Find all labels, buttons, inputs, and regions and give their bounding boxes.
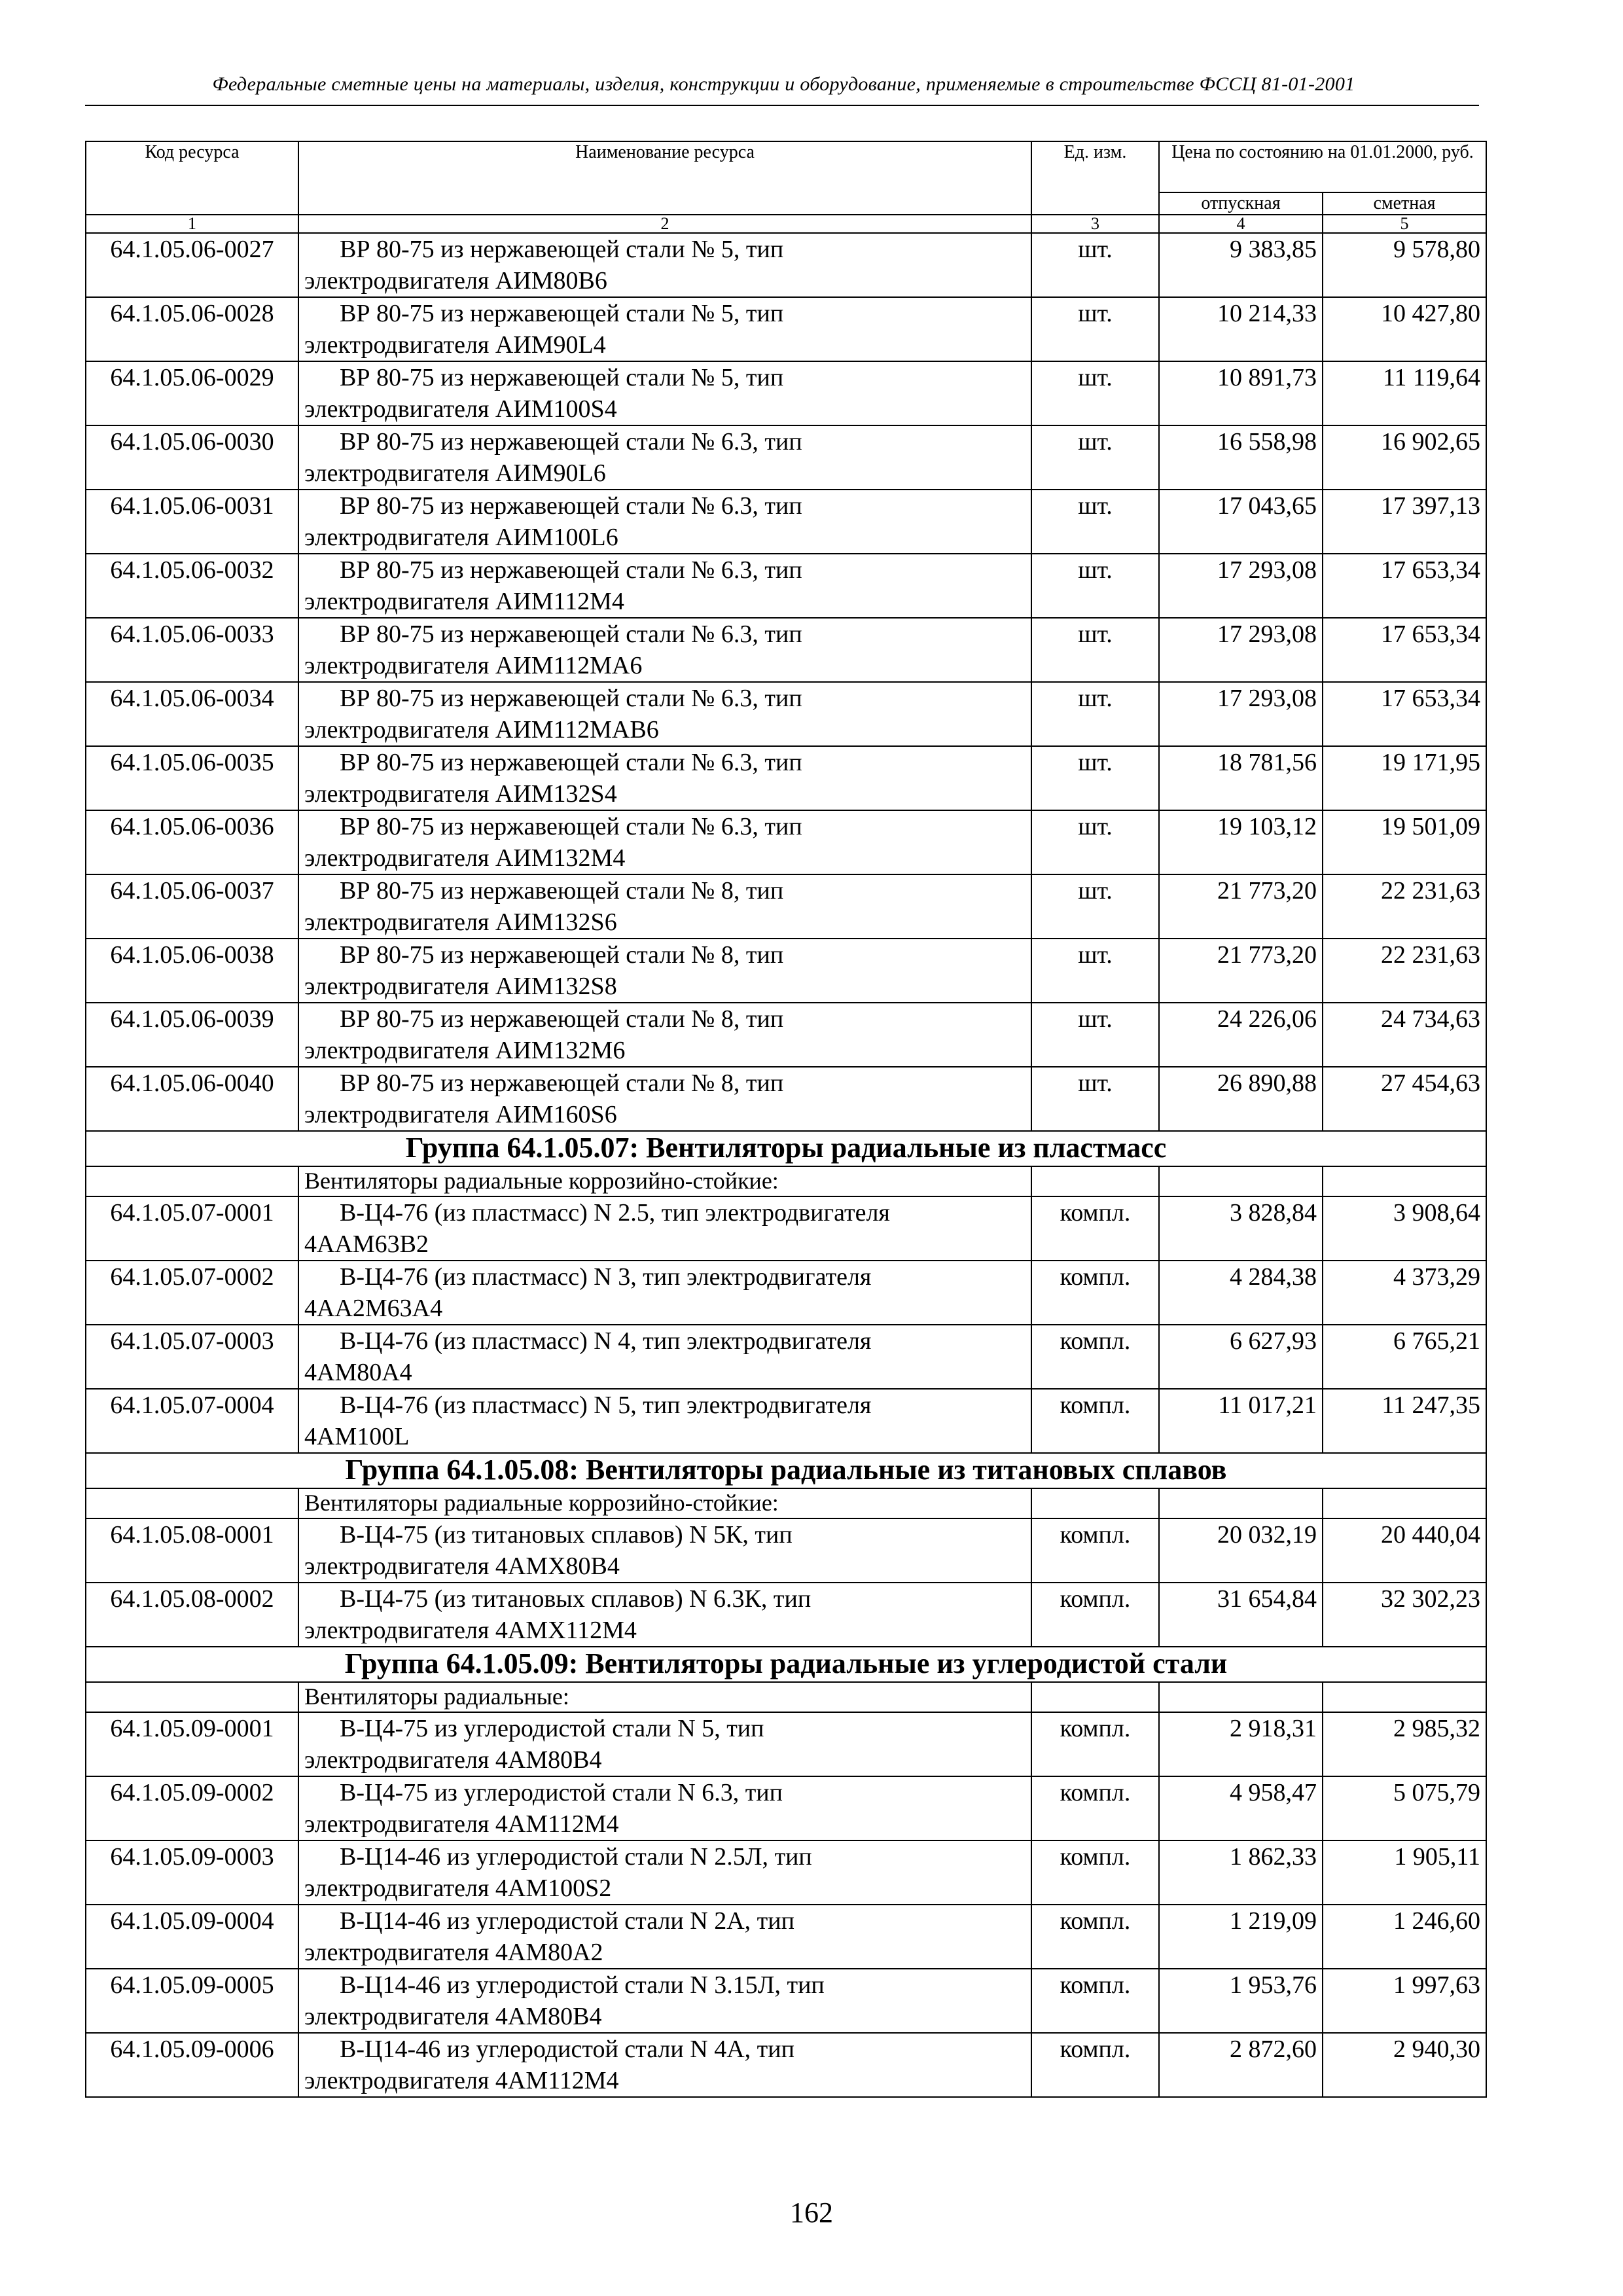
table-row (86, 1196, 1486, 1261)
table-row (86, 361, 1486, 425)
subheading-row (86, 1166, 1486, 1196)
group-heading-row (86, 1131, 1486, 1166)
resource-code: 64.1.05.06-0031 (86, 490, 298, 554)
unit: компл. (1031, 1776, 1159, 1840)
estimate-price: 16 902,65 (1323, 425, 1486, 490)
resource-name-line-2: электродвигателя АИМ112МАВ6 (304, 716, 659, 744)
col-header-unit: Ед. изм. (1031, 141, 1159, 215)
resource-code: 64.1.05.06-0038 (86, 939, 298, 1003)
table-row (86, 682, 1486, 746)
estimate-price: 2 940,30 (1323, 2033, 1486, 2097)
release-price: 20 032,19 (1159, 1518, 1323, 1583)
subheading-empty-cell (86, 1682, 298, 1712)
resource-name-line-2: электродвигателя АИМ132S8 (304, 973, 617, 1000)
table-row (86, 233, 1486, 297)
subheading-empty-cell (1159, 1488, 1323, 1518)
col-number: 4 (1159, 215, 1323, 233)
release-price: 17 293,08 (1159, 554, 1323, 618)
group-title: Группа 64.1.05.09: Вентиляторы радиальные из углеродистой стали (86, 1647, 1486, 1682)
resource-code: 64.1.05.09-0001 (86, 1712, 298, 1776)
unit: шт. (1031, 939, 1159, 1003)
release-price: 16 558,98 (1159, 425, 1323, 490)
estimate-price: 3 908,64 (1323, 1196, 1486, 1261)
resource-name (298, 1518, 1031, 1583)
table-row (86, 746, 1486, 810)
table-row (86, 2033, 1486, 2097)
unit: шт. (1031, 874, 1159, 939)
unit: шт. (1031, 682, 1159, 746)
col-header-estimate-price: сметная (1323, 192, 1486, 215)
resource-name (298, 1583, 1031, 1647)
table-row (86, 1325, 1486, 1389)
resource-name (298, 1325, 1031, 1389)
estimate-price: 5 075,79 (1323, 1776, 1486, 1840)
resource-name-line-1: В-Ц14-46 из углеродистой стали N 2А, тип (340, 1907, 794, 1935)
resource-name-line-2: электродвигателя 4АМ112М4 (304, 1810, 619, 1838)
subheading-text: Вентиляторы радиальные: (298, 1682, 1031, 1712)
unit: компл. (1031, 1905, 1159, 1969)
group-title: Группа 64.1.05.07: Вентиляторы радиальные из пластмасс (86, 1131, 1486, 1166)
unit: шт. (1031, 297, 1159, 361)
release-price: 18 781,56 (1159, 746, 1323, 810)
resource-code: 64.1.05.06-0029 (86, 361, 298, 425)
resource-name (298, 1840, 1031, 1905)
resource-name-line-2: электродвигателя АИМ100S4 (304, 395, 617, 423)
resource-name (298, 297, 1031, 361)
resource-code: 64.1.05.06-0032 (86, 554, 298, 618)
resource-name-line-1: ВР 80-75 из нержавеющей стали № 6.3, тип (340, 749, 802, 776)
resource-name (298, 1969, 1031, 2033)
resource-name (298, 1389, 1031, 1453)
release-price: 2 918,31 (1159, 1712, 1323, 1776)
resource-name-line-1: ВР 80-75 из нержавеющей стали № 6.3, тип (340, 685, 802, 712)
release-price: 17 293,08 (1159, 618, 1323, 682)
resource-name-line-2: электродвигателя 4АМ100S2 (304, 1874, 612, 1902)
resource-name (298, 874, 1031, 939)
table-row (86, 1067, 1486, 1131)
resource-name-line-2: 4АМ100L (304, 1423, 410, 1450)
resource-name-line-1: В-Ц14-46 из углеродистой стали N 3.15Л, тип (340, 1971, 825, 1999)
resource-name (298, 1776, 1031, 1840)
column-number-row (86, 215, 1486, 233)
release-price: 11 017,21 (1159, 1389, 1323, 1453)
table-row (86, 1003, 1486, 1067)
unit: компл. (1031, 1325, 1159, 1389)
resource-code: 64.1.05.06-0034 (86, 682, 298, 746)
resource-code: 64.1.05.09-0003 (86, 1840, 298, 1905)
resource-code: 64.1.05.06-0036 (86, 810, 298, 874)
subheading-empty-cell (1323, 1488, 1486, 1518)
estimate-price: 17 653,34 (1323, 682, 1486, 746)
unit: шт. (1031, 618, 1159, 682)
resource-name (298, 746, 1031, 810)
resource-name-line-2: электродвигателя 4АМ112М4 (304, 2067, 619, 2094)
resource-name-line-1: В-Ц4-75 (из титановых сплавов) N 5К, тип (340, 1521, 793, 1549)
resource-code: 64.1.05.07-0003 (86, 1325, 298, 1389)
unit: компл. (1031, 1583, 1159, 1647)
unit: шт. (1031, 1003, 1159, 1067)
estimate-price: 24 734,63 (1323, 1003, 1486, 1067)
resource-name-line-1: ВР 80-75 из нержавеющей стали № 8, тип (340, 1069, 784, 1097)
resource-name-line-2: электродвигателя 4АМ80В4 (304, 1746, 602, 1774)
subheading-empty-cell (1031, 1166, 1159, 1196)
resource-name (298, 1261, 1031, 1325)
resource-name-line-2: электродвигателя АИМ112МА6 (304, 652, 643, 679)
resource-name-line-2: электродвигателя АИМ132S4 (304, 780, 617, 808)
estimate-price: 17 653,34 (1323, 618, 1486, 682)
table-row (86, 1518, 1486, 1583)
unit: компл. (1031, 1840, 1159, 1905)
table-row (86, 618, 1486, 682)
estimate-price: 19 171,95 (1323, 746, 1486, 810)
col-number: 1 (86, 215, 298, 233)
resource-name-line-1: В-Ц4-75 из углеродистой стали N 5, тип (340, 1715, 764, 1742)
resource-name-line-2: электродвигателя 4АМХ112М4 (304, 1617, 637, 1644)
estimate-price: 20 440,04 (1323, 1518, 1486, 1583)
resource-code: 64.1.05.06-0037 (86, 874, 298, 939)
resource-name-line-1: В-Ц4-76 (из пластмасс) N 2.5, тип электродвигателя (340, 1199, 890, 1227)
resource-name-line-1: ВР 80-75 из нержавеющей стали № 5, тип (340, 364, 784, 391)
group-heading-row (86, 1453, 1486, 1488)
release-price: 31 654,84 (1159, 1583, 1323, 1647)
col-number: 2 (298, 215, 1031, 233)
resource-name-line-1: ВР 80-75 из нержавеющей стали № 6.3, тип (340, 492, 802, 520)
resource-name (298, 361, 1031, 425)
subheading-empty-cell (1031, 1488, 1159, 1518)
estimate-price: 19 501,09 (1323, 810, 1486, 874)
unit: компл. (1031, 1261, 1159, 1325)
estimate-price: 9 578,80 (1323, 233, 1486, 297)
resource-name-line-1: В-Ц4-76 (из пластмасс) N 5, тип электродвигателя (340, 1391, 872, 1419)
resource-name-line-1: ВР 80-75 из нержавеющей стали № 6.3, тип (340, 620, 802, 648)
resource-name-line-2: 4ААМ63В2 (304, 1230, 429, 1258)
resource-name-line-2: электродвигателя АИМ132М4 (304, 844, 626, 872)
resource-name (298, 618, 1031, 682)
resource-name-line-2: электродвигателя АИМ160S6 (304, 1101, 617, 1128)
release-price: 3 828,84 (1159, 1196, 1323, 1261)
unit: компл. (1031, 1389, 1159, 1453)
col-header-release-price: отпускная (1159, 192, 1323, 215)
subheading-row (86, 1488, 1486, 1518)
resource-name (298, 1067, 1031, 1131)
estimate-price: 2 985,32 (1323, 1712, 1486, 1776)
page-number: 162 (790, 2197, 833, 2229)
unit: шт. (1031, 425, 1159, 490)
unit: шт. (1031, 361, 1159, 425)
subheading-text: Вентиляторы радиальные коррозийно-стойкие: (298, 1488, 1031, 1518)
resource-code: 64.1.05.08-0001 (86, 1518, 298, 1583)
release-price: 10 891,73 (1159, 361, 1323, 425)
table-row (86, 425, 1486, 490)
header-rule (85, 105, 1479, 106)
release-price: 10 214,33 (1159, 297, 1323, 361)
running-header: Федеральные сметные цены на материалы, изделия, конструкции и оборудование, применяемые в строительстве ФССЦ 81-01-2001 (212, 73, 1355, 95)
resource-name-line-1: ВР 80-75 из нержавеющей стали № 6.3, тип (340, 428, 802, 456)
resource-code: 64.1.05.08-0002 (86, 1583, 298, 1647)
resource-name (298, 939, 1031, 1003)
resource-name (298, 554, 1031, 618)
resource-name-line-2: электродвигателя 4АМХ80В4 (304, 1552, 620, 1580)
release-price: 21 773,20 (1159, 874, 1323, 939)
estimate-price: 17 653,34 (1323, 554, 1486, 618)
resource-name (298, 1196, 1031, 1261)
release-price: 1 862,33 (1159, 1840, 1323, 1905)
resource-name-line-2: электродвигателя АИМ90L6 (304, 459, 606, 487)
table-row (86, 297, 1486, 361)
resource-name-line-1: ВР 80-75 из нержавеющей стали № 8, тип (340, 877, 784, 905)
release-price: 19 103,12 (1159, 810, 1323, 874)
table-row (86, 810, 1486, 874)
table-row (86, 1261, 1486, 1325)
resource-name (298, 2033, 1031, 2097)
resource-name (298, 1905, 1031, 1969)
subheading-empty-cell (86, 1488, 298, 1518)
col-header-code: Код ресурса (86, 141, 298, 215)
estimate-price: 22 231,63 (1323, 939, 1486, 1003)
estimate-price: 1 997,63 (1323, 1969, 1486, 2033)
table-row (86, 874, 1486, 939)
resource-code: 64.1.05.09-0006 (86, 2033, 298, 2097)
resource-code: 64.1.05.07-0001 (86, 1196, 298, 1261)
resource-name-line-1: В-Ц4-75 из углеродистой стали N 6.3, тип (340, 1779, 783, 1806)
resource-code: 64.1.05.07-0004 (86, 1389, 298, 1453)
resource-code: 64.1.05.06-0033 (86, 618, 298, 682)
resource-code: 64.1.05.06-0028 (86, 297, 298, 361)
subheading-empty-cell (1031, 1682, 1159, 1712)
resource-name-line-1: ВР 80-75 из нержавеющей стали № 8, тип (340, 1005, 784, 1033)
estimate-price: 4 373,29 (1323, 1261, 1486, 1325)
unit: компл. (1031, 1518, 1159, 1583)
col-number: 5 (1323, 215, 1486, 233)
release-price: 17 043,65 (1159, 490, 1323, 554)
group-heading-row (86, 1647, 1486, 1682)
unit: шт. (1031, 810, 1159, 874)
resource-name (298, 1003, 1031, 1067)
price-table (85, 141, 1487, 2098)
resource-name-line-1: ВР 80-75 из нержавеющей стали № 6.3, тип (340, 813, 802, 840)
resource-name-line-1: В-Ц4-76 (из пластмасс) N 3, тип электродвигателя (340, 1263, 872, 1291)
estimate-price: 17 397,13 (1323, 490, 1486, 554)
resource-name-line-1: ВР 80-75 из нержавеющей стали № 6.3, тип (340, 556, 802, 584)
table-row (86, 1712, 1486, 1776)
table-row (86, 1840, 1486, 1905)
resource-name-line-2: электродвигателя АИМ132М6 (304, 1037, 626, 1064)
resource-name-line-1: В-Ц14-46 из углеродистой стали N 4А, тип (340, 2036, 794, 2063)
subheading-empty-cell (1323, 1682, 1486, 1712)
col-header-price-group: Цена по состоянию на 01.01.2000, руб. (1159, 141, 1486, 192)
table-body (86, 233, 1486, 2097)
estimate-price: 27 454,63 (1323, 1067, 1486, 1131)
resource-code: 64.1.05.09-0004 (86, 1905, 298, 1969)
unit: компл. (1031, 1196, 1159, 1261)
unit: компл. (1031, 2033, 1159, 2097)
release-price: 24 226,06 (1159, 1003, 1323, 1067)
resource-code: 64.1.05.06-0040 (86, 1067, 298, 1131)
resource-name-line-1: В-Ц4-75 (из титановых сплавов) N 6.3К, тип (340, 1585, 812, 1613)
table-row (86, 1776, 1486, 1840)
resource-code: 64.1.05.06-0030 (86, 425, 298, 490)
resource-code: 64.1.05.06-0039 (86, 1003, 298, 1067)
subheading-empty-cell (86, 1166, 298, 1196)
subheading-text: Вентиляторы радиальные коррозийно-стойкие: (298, 1166, 1031, 1196)
resource-name-line-1: ВР 80-75 из нержавеющей стали № 5, тип (340, 300, 784, 327)
table-row (86, 1583, 1486, 1647)
unit: шт. (1031, 1067, 1159, 1131)
release-price: 4 284,38 (1159, 1261, 1323, 1325)
subheading-empty-cell (1159, 1682, 1323, 1712)
resource-code: 64.1.05.06-0035 (86, 746, 298, 810)
estimate-price: 1 905,11 (1323, 1840, 1486, 1905)
estimate-price: 1 246,60 (1323, 1905, 1486, 1969)
table-row (86, 490, 1486, 554)
estimate-price: 11 247,35 (1323, 1389, 1486, 1453)
resource-name-line-2: электродвигателя 4АМ80А2 (304, 1939, 603, 1966)
release-price: 21 773,20 (1159, 939, 1323, 1003)
resource-name-line-2: 4АА2М63А4 (304, 1295, 443, 1322)
resource-name (298, 233, 1031, 297)
estimate-price: 6 765,21 (1323, 1325, 1486, 1389)
resource-name-line-1: В-Ц14-46 из углеродистой стали N 2.5Л, тип (340, 1843, 812, 1871)
resource-name (298, 490, 1031, 554)
table-row (86, 554, 1486, 618)
estimate-price: 22 231,63 (1323, 874, 1486, 939)
resource-name-line-2: электродвигателя АИМ90L4 (304, 331, 606, 359)
unit: шт. (1031, 746, 1159, 810)
resource-name-line-2: электродвигателя АИМ132S6 (304, 908, 617, 936)
release-price: 1 953,76 (1159, 1969, 1323, 2033)
unit: шт. (1031, 490, 1159, 554)
resource-code: 64.1.05.07-0002 (86, 1261, 298, 1325)
release-price: 4 958,47 (1159, 1776, 1323, 1840)
unit: шт. (1031, 554, 1159, 618)
resource-name-line-2: электродвигателя АИМ100L6 (304, 524, 618, 551)
resource-name (298, 1712, 1031, 1776)
table-row (86, 939, 1486, 1003)
resource-code: 64.1.05.09-0002 (86, 1776, 298, 1840)
resource-name-line-2: электродвигателя АИМ112М4 (304, 588, 624, 615)
subheading-row (86, 1682, 1486, 1712)
col-number: 3 (1031, 215, 1159, 233)
resource-name-line-1: ВР 80-75 из нержавеющей стали № 5, тип (340, 236, 784, 263)
estimate-price: 10 427,80 (1323, 297, 1486, 361)
table-row (86, 1969, 1486, 2033)
unit: шт. (1031, 233, 1159, 297)
subheading-empty-cell (1323, 1166, 1486, 1196)
release-price: 6 627,93 (1159, 1325, 1323, 1389)
release-price: 9 383,85 (1159, 233, 1323, 297)
release-price: 17 293,08 (1159, 682, 1323, 746)
release-price: 2 872,60 (1159, 2033, 1323, 2097)
resource-code: 64.1.05.09-0005 (86, 1969, 298, 2033)
resource-name (298, 810, 1031, 874)
release-price: 26 890,88 (1159, 1067, 1323, 1131)
resource-name-line-2: электродвигателя 4АМ80В4 (304, 2003, 602, 2030)
unit: компл. (1031, 1712, 1159, 1776)
col-header-name: Наименование ресурса (298, 141, 1031, 215)
resource-name-line-2: 4АМ80А4 (304, 1359, 412, 1386)
unit: компл. (1031, 1969, 1159, 2033)
resource-name-line-1: ВР 80-75 из нержавеющей стали № 8, тип (340, 941, 784, 969)
resource-name (298, 425, 1031, 490)
estimate-price: 11 119,64 (1323, 361, 1486, 425)
estimate-price: 32 302,23 (1323, 1583, 1486, 1647)
resource-name-line-2: электродвигателя АИМ80В6 (304, 267, 607, 295)
table-row (86, 1905, 1486, 1969)
resource-name-line-1: В-Ц4-76 (из пластмасс) N 4, тип электродвигателя (340, 1327, 872, 1355)
resource-code: 64.1.05.06-0027 (86, 233, 298, 297)
subheading-empty-cell (1159, 1166, 1323, 1196)
resource-name (298, 682, 1031, 746)
table-row (86, 1389, 1486, 1453)
release-price: 1 219,09 (1159, 1905, 1323, 1969)
group-title: Группа 64.1.05.08: Вентиляторы радиальные из титановых сплавов (86, 1453, 1486, 1488)
